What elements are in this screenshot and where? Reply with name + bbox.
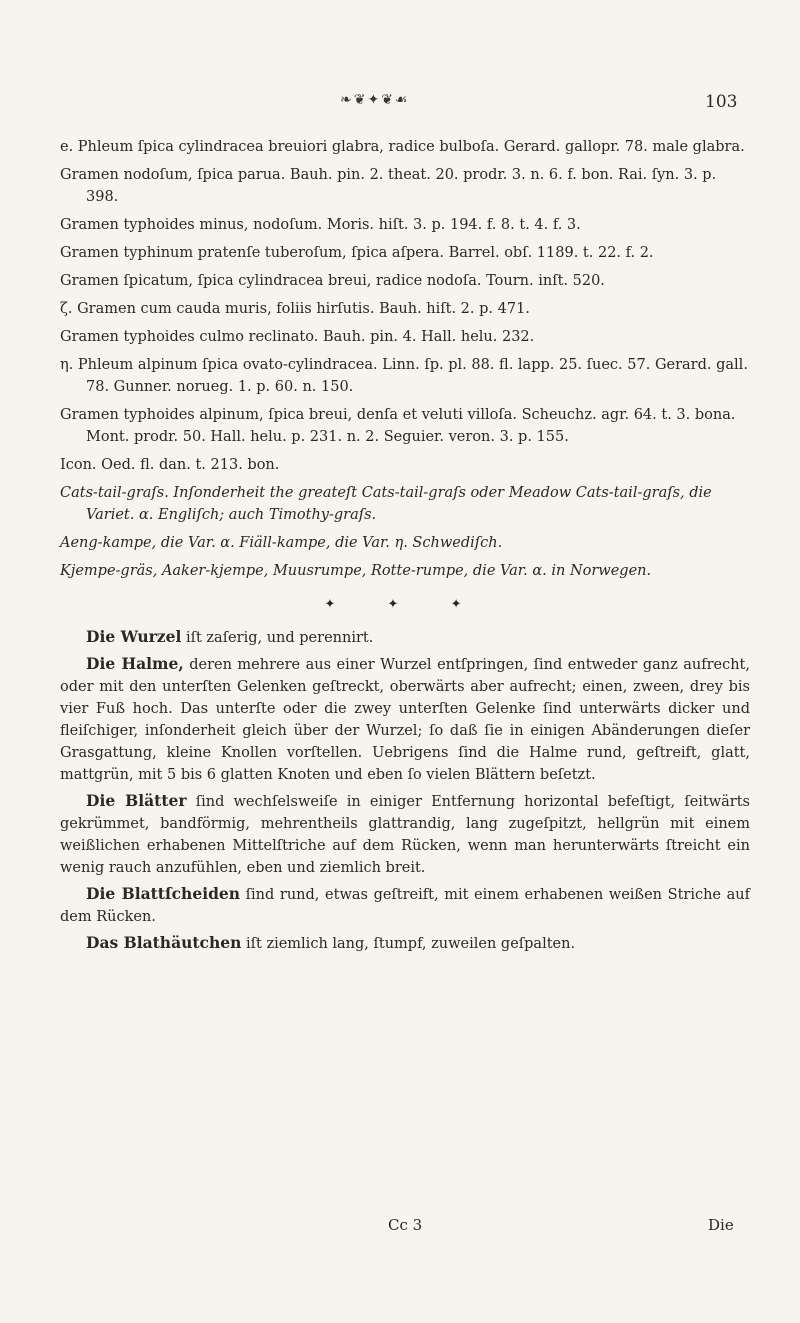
synonym-entry: Gramen typhinum pratenſe tuberoſum, ſpica aſpera. Barrel. obſ. 1189. t. 22. f. 2. <box>60 245 654 261</box>
synonym-entry: e. Phleum ſpica cylindracea breuiori glabra, radice bulboſa. Gerard. gallopr. 78. male glabra. <box>60 139 745 155</box>
synonym-entry: Gramen ſpicatum, ſpica cylindracea breui, radice nodoſa. Tourn. inſt. 520. <box>60 273 605 289</box>
signature-mark: Cc 3 <box>388 1216 423 1234</box>
paragraph-term: Die Halme, <box>86 654 184 673</box>
catchword: Die <box>708 1216 734 1234</box>
synonym-entry: ζ. Gramen cum cauda muris, foliis hirſutis. Bauh. hiſt. 2. p. 471. <box>60 301 530 317</box>
paragraph-text: ſind rund, etwas geſtreift, mit einem erhabenen weißen Striche auf dem Rücken. <box>60 887 750 925</box>
vernacular-name-entry: Aeng-kampe, die Var. α. Fiäll-kampe, die Var. η. Schwediſch. <box>60 535 503 551</box>
paragraph-term: Die Blattſcheiden <box>86 884 241 903</box>
paragraph-term: Die Wurzel <box>86 627 182 646</box>
header-ornament: ❧❦✦❦☙ <box>340 92 410 108</box>
paragraph-text: iſt zaſerig, und perennirt. <box>181 630 374 646</box>
synonym-entry: Gramen typhoides culmo reclinato. Bauh. pin. 4. Hall. helu. 232. <box>60 329 535 345</box>
vernacular-name-entry: Kjempe-gräs, Aaker-kjempe, Muusrumpe, Rotte-rumpe, die Var. α. in Norwegen. <box>60 563 652 579</box>
icon-reference: Icon. Oed. fl. dan. t. 213. bon. <box>60 457 280 473</box>
paragraph-text: iſt ziemlich lang, ſtumpf, zuweilen geſpalten. <box>241 936 576 952</box>
vernacular-name-entry: Cats-tail-graſs. Inſonderheit the greateſt Cats-tail-graſs oder Meadow Cats-tail-graſs, die Variet. α. Engliſch; auch Timothy-graſs. <box>60 485 712 523</box>
page-number: 103 <box>705 92 738 112</box>
description-paragraph <box>60 653 750 786</box>
page-header <box>0 92 800 116</box>
paragraph-term: Die Blätter <box>86 791 187 810</box>
paragraph-term: Das Blathäutchen <box>86 933 242 952</box>
page-footer <box>0 1216 800 1240</box>
synonym-entry: Gramen typhoides alpinum, ſpica breui, denſa et veluti villoſa. Scheuchz. agr. 64. t. 3. bona. Mont. prodr. 50. Hall. helu. p. 231. n. 2. Seguier. veron. 3. p. 155. <box>60 407 736 445</box>
description-paragraph <box>60 626 750 649</box>
description-paragraph <box>60 932 750 955</box>
description-paragraph <box>60 790 750 879</box>
synonym-entry: η. Phleum alpinum ſpica ovato-cylindracea. Linn. ſp. pl. 88. fl. lapp. 25. ſuec. 57. Gerard. gall. 78. Gunner. norueg. 1. p. 60. n. 150. <box>60 357 748 395</box>
synonym-entry: Gramen nodoſum, ſpica parua. Bauh. pin. 2. theat. 20. prodr. 3. n. 6. f. bon. Rai. ſyn. 3. p. 398. <box>60 167 717 205</box>
paragraph-text: ſind wechſelsweiſe in einiger Entfernung horizontal befeſtigt, ſeitwärts gekrümmet, bandförmig, mehrentheils glattrandig, lang zugeſpitzt, hellgrün mit einem weißlichen erhabenen Mittelſtriche auf dem Rücken, wenn man herunterwärts ſtreicht ein wenig rauch anzufühlen, eben und ziemlich breit. <box>60 794 751 876</box>
page-body <box>60 136 750 959</box>
synonym-entry: Gramen typhoides minus, nodoſum. Moris. hiſt. 3. p. 194. f. 8. t. 4. f. 3. <box>60 217 581 233</box>
description-paragraph <box>60 883 750 928</box>
paragraph-text: deren mehrere aus einer Wurzel entſpringen, ſind entweder ganz aufrecht, oder mit den unterſten Gelenken geſtreckt, oberwärts aber aufrecht; einen, zween, drey bis vier Fuß hoch. Das unterſte oder die zwey unterſten Gelenke ſind unterwärts dicker und fleiſchiger, inſonderheit gleich über der Wurzel; ſo daß ſie in einigen Abänderungen dieſer Grasgattung, kleine Knollen vorſtellen. Uebrigens ſind die Halme rund, geſtreift, glatt, mattgrün, mit 5 bis 6 glatten Knoten und eben ſo vielen Blättern beſetzt. <box>60 657 750 783</box>
section-divider: ✦ ✦ ✦ <box>324 597 486 612</box>
